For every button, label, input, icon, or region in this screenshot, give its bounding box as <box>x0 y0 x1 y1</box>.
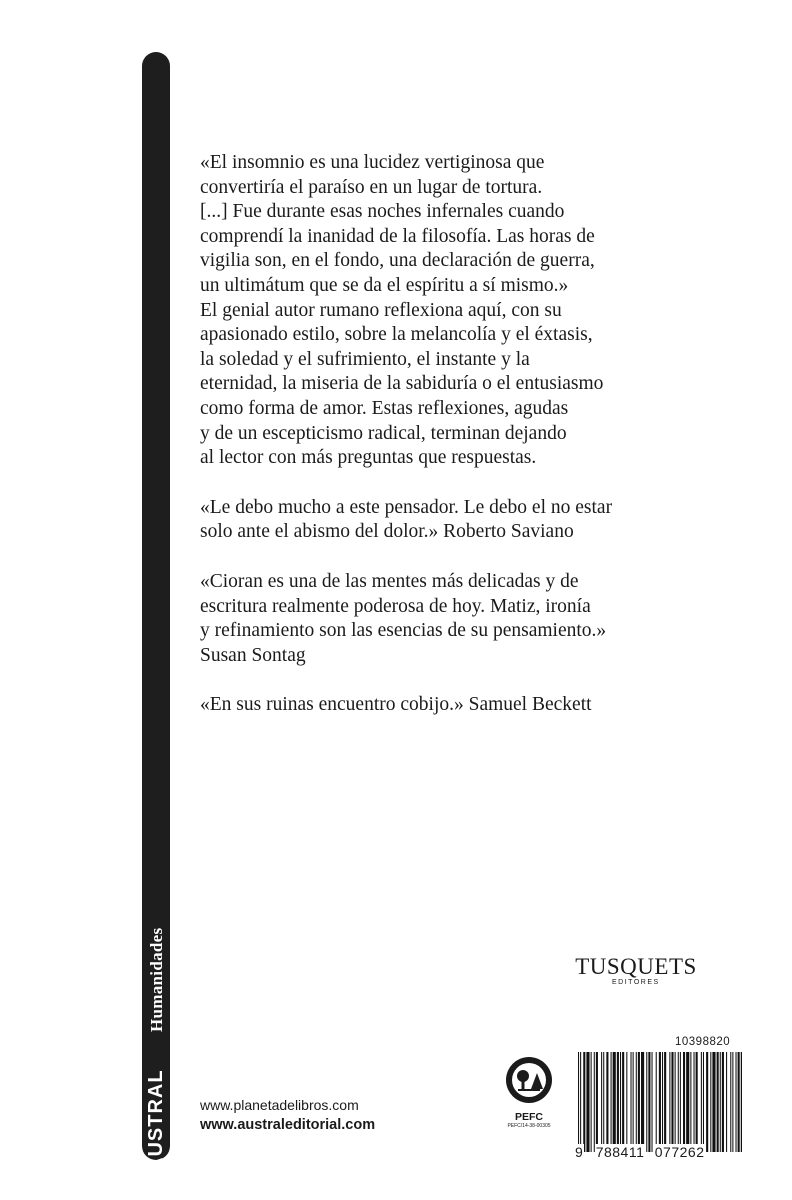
barcode <box>577 1052 742 1152</box>
product-code: 10398820 <box>675 1036 731 1048</box>
text-line: y de un escepticismo radical, terminan dejando <box>200 422 567 444</box>
spine-brand-label: AUSTRAL <box>145 1069 167 1172</box>
pefc-label: PEFC <box>514 1111 543 1123</box>
text-line: «Le debo mucho a este pensador. Le debo el no estar <box>200 496 613 518</box>
publisher-name: TUSQUETS <box>575 954 697 979</box>
text-line: eternidad, la miseria de la sabiduría o el entusiasmo <box>200 373 604 395</box>
publisher-subtitle: EDITORES <box>612 979 660 986</box>
book-spine <box>142 52 170 1172</box>
text-line: Susan Sontag <box>200 644 306 666</box>
spine-collection-label: Humanidades <box>147 927 166 1032</box>
barcode-group-2: 077262 <box>654 1144 705 1160</box>
barcode-group-1: 788411 <box>595 1144 645 1160</box>
pefc-tree-icon <box>504 1055 554 1105</box>
text-line: convertiría el paraíso en un lugar de tortura. <box>200 176 543 198</box>
text-line: [...] Fue durante esas noches infernales cuando <box>200 201 565 223</box>
pefc-code: PEFC/14-38-00305 <box>507 1123 551 1129</box>
text-line: al lector con más preguntas que respuestas. <box>200 447 537 469</box>
barcode-lead-digit: 9 <box>575 1144 584 1160</box>
barcode-number <box>574 1144 742 1160</box>
text-line: la soledad y el sufrimiento, el instante y la <box>200 348 530 370</box>
quote-saviano <box>200 496 670 545</box>
publisher-logo <box>574 955 698 986</box>
text-line: apasionado estilo, sobre la melancolía y el éxtasis, <box>200 324 593 346</box>
text-line: un ultimátum que se da el espíritu a sí mismo.» <box>200 274 569 296</box>
quote-sontag <box>200 570 670 668</box>
quote-beckett <box>200 693 670 718</box>
text-line: «En sus ruinas encuentro cobijo.» Samuel Beckett <box>200 694 592 716</box>
text-line: solo ante el abismo del dolor.» Roberto Saviano <box>200 521 574 543</box>
text-line: «Cioran es una de las mentes más delicadas y de <box>200 570 579 592</box>
text-line: como forma de amor. Estas reflexiones, agudas <box>200 397 569 419</box>
pefc-certification <box>498 1055 560 1145</box>
back-cover-blurb <box>200 151 670 718</box>
text-line: El genial autor rumano reflexiona aquí, con su <box>200 299 562 321</box>
website-planeta[interactable]: www.planetadelibros.com <box>200 1097 359 1113</box>
text-line: comprendí la inanidad de la filosofía. Las horas de <box>200 225 595 247</box>
text-line: «El insomnio es una lucidez vertiginosa que <box>200 152 545 173</box>
website-austral[interactable]: www.australeditorial.com <box>200 1117 376 1133</box>
text-line: vigilia son, en el fondo, una declaración de guerra, <box>200 250 595 272</box>
synopsis-paragraph <box>200 151 670 471</box>
text-line: escritura realmente poderosa de hoy. Matiz, ironía <box>200 595 591 617</box>
text-line: y refinamiento son las esencias de su pensamiento.» <box>200 620 607 642</box>
